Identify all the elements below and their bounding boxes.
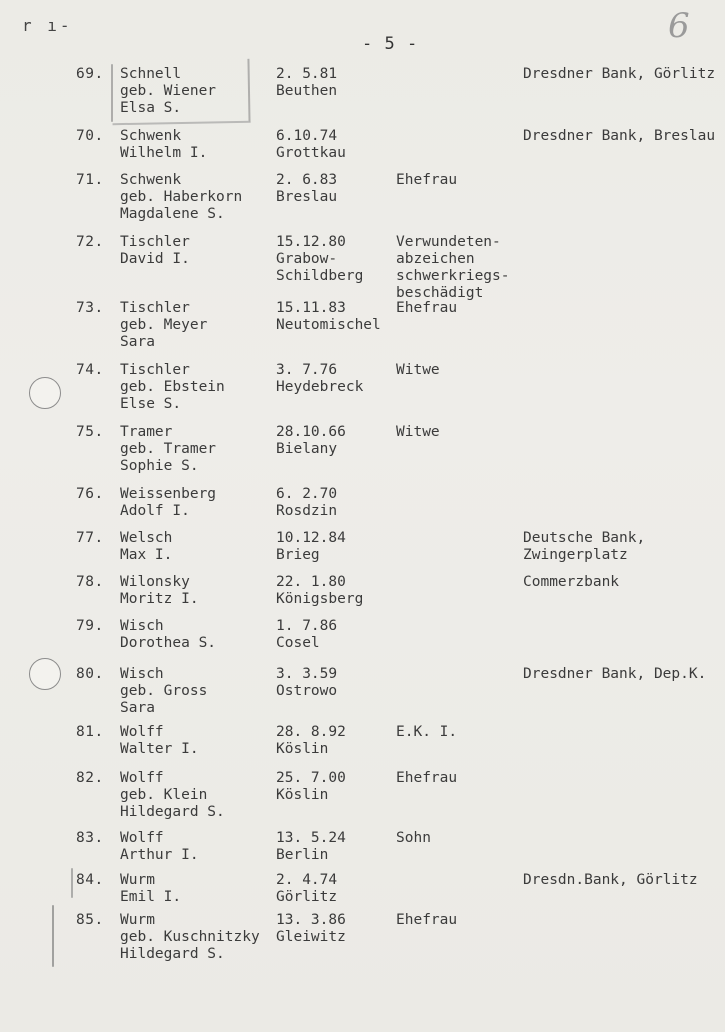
entry-bank (523, 530, 645, 564)
entry-name (120, 912, 260, 963)
name-line: Moritz I. (120, 591, 199, 607)
entry-number: 75. (76, 424, 104, 440)
birth-date: 13. 5.24 (276, 830, 346, 846)
entry-name (120, 872, 181, 906)
entry-name (120, 666, 207, 717)
birth-place: Königsberg (276, 591, 364, 607)
entry-birth (276, 618, 337, 652)
entry-name (120, 770, 225, 821)
entry-birth (276, 234, 363, 285)
name-line: geb. Ebstein (120, 379, 225, 395)
bank-line: Deutsche Bank, (523, 530, 646, 546)
name-line: Tramer (120, 424, 173, 440)
entry-birth (276, 830, 346, 864)
entry-number: 78. (76, 574, 104, 590)
entry-birth (276, 872, 337, 906)
birth-date: 3. 3.59 (276, 666, 338, 682)
bank-line: Dresdner Bank, Breslau (523, 128, 716, 144)
name-line: Wisch (120, 666, 164, 682)
birth-date: 2. 6.83 (276, 172, 338, 188)
entry-note (396, 830, 431, 847)
note-line: E.K. I. (396, 724, 458, 740)
birth-place: Cosel (276, 635, 320, 651)
note-line: Sohn (396, 830, 431, 846)
birth-date: 3. 7.76 (276, 362, 338, 378)
name-line: Schnell (120, 66, 182, 82)
entry-bank (523, 666, 706, 683)
note-line: abzeichen (396, 251, 475, 267)
name-line: geb. Meyer (120, 317, 208, 333)
name-line: Sara (120, 700, 155, 716)
birth-date: 15.12.80 (276, 234, 346, 250)
birth-place: Berlin (276, 847, 329, 863)
name-line: Schwenk (120, 128, 182, 144)
birth-place: Heydebreck (276, 379, 364, 395)
entry-number: 81. (76, 724, 104, 740)
bank-line: Commerzbank (523, 574, 620, 590)
entry-number: 76. (76, 486, 104, 502)
birth-place: Köslin (276, 787, 329, 803)
birth-date: 15.11.83 (276, 300, 346, 316)
entry-bank (523, 128, 715, 145)
entry-number: 82. (76, 770, 104, 786)
entry-bank (523, 872, 698, 889)
entry-bank (523, 66, 715, 83)
birth-place: Breslau (276, 189, 338, 205)
name-line: Max I. (120, 547, 173, 563)
name-line: Schwenk (120, 172, 182, 188)
birth-place: Rosdzin (276, 503, 338, 519)
bank-line: Zwingerplatz (523, 547, 628, 563)
name-line: geb. Gross (120, 683, 208, 699)
entry-birth (276, 530, 346, 564)
name-line: Magdalene S. (120, 206, 225, 222)
bank-line: Dresdn.Bank, Görlitz (523, 872, 698, 888)
margin-mark (71, 868, 73, 898)
entry-name (120, 830, 199, 864)
entry-birth (276, 770, 346, 804)
entry-birth (276, 300, 381, 334)
note-line: Ehefrau (396, 770, 458, 786)
name-line: Tischler (120, 234, 190, 250)
note-line: beschädigt (396, 285, 484, 301)
entry-birth (276, 172, 337, 206)
name-line: Wolff (120, 830, 164, 846)
corner-mark: r ı- (22, 16, 73, 35)
entry-number: 73. (76, 300, 104, 316)
birth-place: Bielany (276, 441, 338, 457)
note-line: Ehefrau (396, 300, 458, 316)
entry-name (120, 172, 242, 223)
entry-name (120, 128, 207, 162)
entry-birth (276, 574, 363, 608)
note-line: Witwe (396, 362, 440, 378)
entry-name (120, 574, 199, 608)
name-line: Sara (120, 334, 155, 350)
entry-name (120, 66, 216, 117)
entry-number: 71. (76, 172, 104, 188)
note-line: schwerkriegs- (396, 268, 510, 284)
name-line: Wilhelm I. (120, 145, 208, 161)
punch-hole-icon (29, 658, 61, 690)
name-line: Hildegard S. (120, 946, 225, 962)
bank-line: Dresdner Bank, Dep.K. (523, 666, 707, 682)
name-line: Wurm (120, 912, 155, 928)
entry-birth (276, 486, 337, 520)
entry-note (396, 770, 457, 787)
name-line: Arthur I. (120, 847, 199, 863)
name-line: geb. Klein (120, 787, 208, 803)
handwritten-page-number: 6 (668, 6, 690, 46)
entry-name (120, 234, 190, 268)
name-line: geb. Kuschnitzky (120, 929, 260, 945)
name-line: Wolff (120, 724, 164, 740)
name-line: Weissenberg (120, 486, 217, 502)
birth-place: Brieg (276, 547, 320, 563)
birth-date: 13. 3.86 (276, 912, 346, 928)
entry-note (396, 362, 440, 379)
name-line: Elsa S. (120, 100, 182, 116)
entry-birth (276, 912, 346, 946)
entry-note (396, 724, 457, 741)
bank-line: Dresdner Bank, Görlitz (523, 66, 716, 82)
name-line: Dorothea S. (120, 635, 217, 651)
note-line: Ehefrau (396, 912, 458, 928)
birth-date: 6. 2.70 (276, 486, 338, 502)
name-line: Tischler (120, 362, 190, 378)
note-line: Witwe (396, 424, 440, 440)
entry-number: 69. (76, 66, 104, 82)
entry-birth (276, 724, 346, 758)
birth-date: 28.10.66 (276, 424, 346, 440)
entry-name (120, 486, 216, 520)
birth-date: 2. 5.81 (276, 66, 338, 82)
name-line: Wolff (120, 770, 164, 786)
entry-note (396, 300, 457, 317)
entry-birth (276, 128, 346, 162)
entry-birth (276, 362, 363, 396)
name-line: Wisch (120, 618, 164, 634)
page-number: - 5 - (362, 34, 419, 54)
name-line: Else S. (120, 396, 182, 412)
entry-birth (276, 66, 337, 100)
birth-place: Görlitz (276, 889, 338, 905)
entry-number: 85. (76, 912, 104, 928)
margin-mark (52, 905, 54, 967)
name-line: geb. Tramer (120, 441, 217, 457)
name-line: Adolf I. (120, 503, 190, 519)
birth-date: 25. 7.00 (276, 770, 346, 786)
entry-note (396, 234, 510, 302)
entry-number: 77. (76, 530, 104, 546)
name-line: Wurm (120, 872, 155, 888)
name-line: Tischler (120, 300, 190, 316)
name-line: Sophie S. (120, 458, 199, 474)
name-line: David I. (120, 251, 190, 267)
birth-place: Köslin (276, 741, 329, 757)
entry-name (120, 300, 207, 351)
entry-number: 79. (76, 618, 104, 634)
birth-place: Beuthen (276, 83, 338, 99)
entry-name (120, 424, 216, 475)
name-line: geb. Haberkorn (120, 189, 243, 205)
name-line: geb. Wiener (120, 83, 217, 99)
name-line: Wilonsky (120, 574, 190, 590)
birth-date: 22. 1.80 (276, 574, 346, 590)
entry-birth (276, 424, 346, 458)
birth-place: Ostrowo (276, 683, 338, 699)
entry-number: 80. (76, 666, 104, 682)
birth-date: 1. 7.86 (276, 618, 338, 634)
punch-hole-icon (29, 377, 61, 409)
entry-note (396, 172, 457, 189)
name-line: Hildegard S. (120, 804, 225, 820)
entry-number: 84. (76, 872, 104, 888)
name-line: Welsch (120, 530, 173, 546)
note-line: Verwundeten- (396, 234, 501, 250)
birth-date: 2. 4.74 (276, 872, 338, 888)
entry-name (120, 530, 172, 564)
entry-note (396, 424, 440, 441)
birth-place: Schildberg (276, 268, 364, 284)
birth-date: 10.12.84 (276, 530, 346, 546)
birth-place: Gleiwitz (276, 929, 346, 945)
birth-place: Grottkau (276, 145, 346, 161)
entry-name (120, 618, 216, 652)
entry-number: 74. (76, 362, 104, 378)
birth-date: 28. 8.92 (276, 724, 346, 740)
entry-name (120, 724, 199, 758)
entry-bank (523, 574, 619, 591)
birth-date: 6.10.74 (276, 128, 338, 144)
entry-note (396, 912, 457, 929)
name-line: Walter I. (120, 741, 199, 757)
name-line: Emil I. (120, 889, 182, 905)
entry-number: 83. (76, 830, 104, 846)
entry-name (120, 362, 225, 413)
entry-birth (276, 666, 337, 700)
birth-place: Grabow- (276, 251, 338, 267)
note-line: Ehefrau (396, 172, 458, 188)
entry-number: 70. (76, 128, 104, 144)
birth-place: Neutomischel (276, 317, 381, 333)
entry-number: 72. (76, 234, 104, 250)
